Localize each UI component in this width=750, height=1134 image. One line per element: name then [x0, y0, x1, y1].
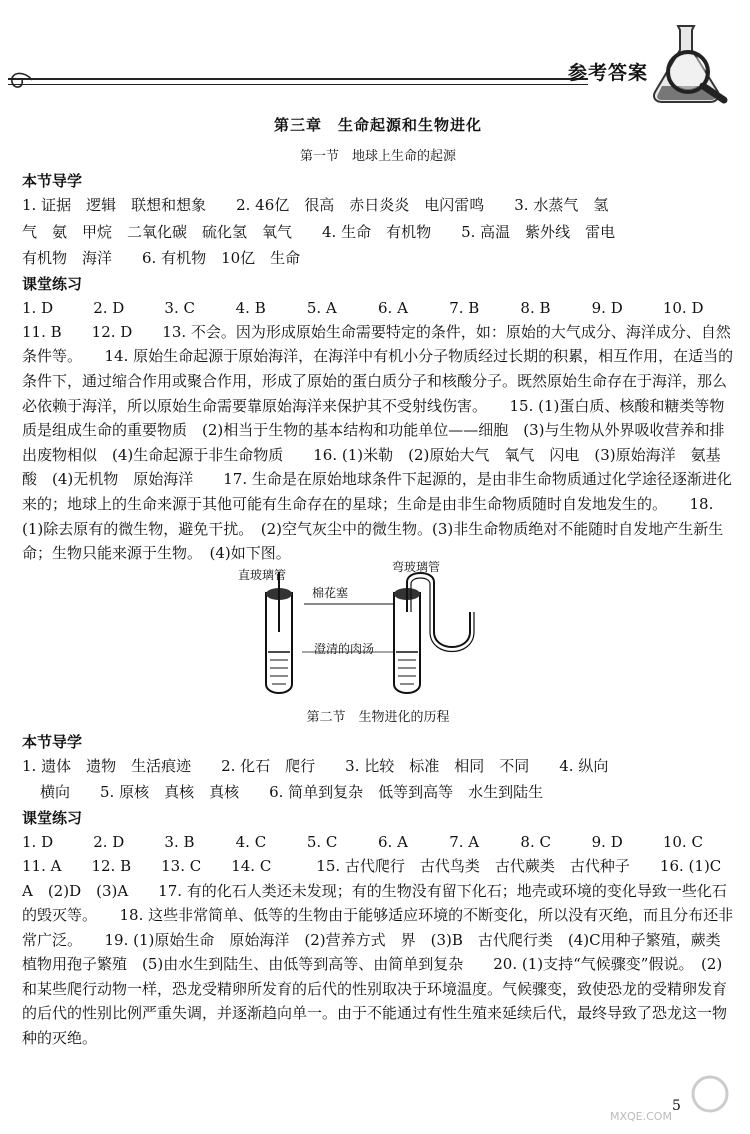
choice-answer: 9. D — [591, 298, 623, 317]
choice-answer: 10. D — [662, 298, 704, 317]
flask-apparatus-icon — [22, 572, 734, 702]
header-rule — [8, 78, 588, 85]
choice-answer: 7. A — [449, 832, 480, 851]
guide-line: 横向 5. 原核 真核 真核 6. 简单到复杂 低等到高等 水生到陆生 — [40, 783, 544, 802]
watermark-badge-icon — [680, 1074, 740, 1114]
choice-answer: 2. D — [93, 298, 125, 317]
choice-answer: 4. C — [235, 832, 267, 851]
guide-line: 气 氨 甲烷 二氧化碳 硫化氢 氧气 4. 生命 有机物 5. 高温 紫外线 雷电 — [22, 222, 616, 241]
chapter-title: 第三章 生命起源和生物进化 — [273, 116, 482, 134]
choice-answer: 9. D — [591, 832, 623, 851]
choice-answer: 1. D — [22, 832, 54, 851]
choice-answer: 7. B — [449, 298, 480, 317]
pasteur-experiment-figure — [22, 559, 734, 702]
label-clear-broth: 澄清的肉汤 — [314, 641, 375, 656]
answer-content — [22, 110, 737, 1053]
guide-line: 有机物 海洋 6. 有机物 10亿 生命 — [22, 249, 301, 268]
guide-line: 1. 遗体 遗物 生活痕迹 2. 化石 爬行 3. 比较 标准 相同 不同 4. 纵向 — [22, 756, 609, 775]
answer-paragraph-1: 11. B 12. D 13. 不会。因为形成原始生命需要特定的条件，如：原始的大气成分、海洋成分、自然条件等。 14. 原始生命起源于原始海洋，在海洋中有机小分子物质经过长期的积累，相互作用，在适当的条件下，通过缩合作用或聚合作用，形成了原始的蛋白质分子和核酸分子。既然原始生命存在于海洋，那么必依赖于海洋，所以原始生命需要靠原始海洋来保护其不受射线伤害。 15. (1)蛋白质、核酸和糖类等物质是组成生命的重要物质 (2)相当于生物的基本结构和功能单位——细胞 (3)与生物从外界吸收营养和排出废物相似 (4)生命起源于非生命物质 16. (1)米勒 (2)原始大气 氧气 闪电 (3)原始海洋 氨基酸 (4)无机物 原始海洋 17. 生命是在原始地球条件下起源的，是由非生命物质通过化学途径逐渐进化来的；地球上的生命来源于其他可能有生命存在的星球；生命是由非生命物质随时自发地发生的。 18. (1)除去原有的微生物，避免干扰。 (2)空气灰尘中的微生物。(3)非生命物质绝对不能随时自发地产生新生命；生物只能来源于生物。 (4)如下图。 — [22, 322, 734, 563]
choice-answer: 5. C — [306, 832, 338, 851]
answer-paragraph-2: 11. A 12. B 13. C 14. C 15. 古代爬行 古代鸟类 古代蕨类 古代种子 16. (1)C A (2)D (3)A 17. 有的化石人类还未发现；有的生物没有留下化石；地壳或环境的变化导致一些化石的毁灭等。 18. 这些非常简单、低等的生物由于能够适应环境的不断变化，所以没有灭绝，而且分布还非常广泛。 19. (1)原始生命 原始海洋 (2)营养方式 界 (3)B 古代爬行类 (4)C用种子繁殖，蕨类植物用孢子繁殖 (5)由水生到陆生、由低等到高等、由简单到复杂 20. (1)支持“气候骤变”假说。 (2)和某些爬行动物一样，恐龙受精卵所发育的后代的性别取决于环境温度。气候骤变，致使恐龙的受精卵发育的后代的性别比例严重失调，并逐渐趋向单一。由于不能通过有性生殖来延续后代，最终导致了恐龙这一物种的灭绝。 — [22, 856, 737, 1048]
label-straight-tube: 直玻璃管 — [238, 567, 287, 582]
section-title-2: 第二节 生物进化的历程 — [306, 709, 450, 725]
header-title: 参考答案 — [568, 62, 649, 84]
choice-answer: 4. B — [235, 298, 266, 317]
choice-answer: 8. B — [520, 298, 551, 317]
choice-answer: 8. C — [520, 832, 551, 851]
choice-answer: 3. C — [164, 298, 195, 317]
choice-answer: 2. D — [93, 832, 125, 851]
choice-answer: 3. B — [164, 832, 195, 851]
watermark-logo — [608, 1070, 748, 1130]
watermark-text: MXQE.COM — [610, 1110, 672, 1123]
label-cotton-plug: 棉花塞 — [312, 585, 349, 600]
choice-answer: 5. A — [306, 298, 337, 317]
section-title-1: 第一节 地球上生命的起源 — [299, 149, 456, 164]
guide-heading-2: 本节导学 — [22, 732, 83, 751]
choice-answers-row-1 — [22, 296, 734, 320]
page-header — [0, 0, 750, 110]
guide-line: 1. 证据 逻辑 联想和想象 2. 46亿 很高 赤日炎炎 电闪雷鸣 3. 水蒸气 氢 — [22, 196, 609, 214]
flask-magnifier-icon — [640, 20, 740, 105]
choice-answer: 6. A — [378, 298, 408, 317]
choice-answer: 6. A — [378, 832, 408, 851]
choice-answer: 10. C — [662, 832, 703, 851]
choice-answer: 1. D — [22, 298, 54, 317]
guide-heading-1: 本节导学 — [22, 172, 83, 190]
practice-heading-2: 课堂练习 — [22, 808, 83, 827]
page-number: 5 — [672, 1098, 681, 1114]
label-bent-tube: 弯玻璃管 — [392, 559, 441, 574]
choice-answers-row-2 — [22, 830, 734, 854]
practice-heading-1: 课堂练习 — [22, 274, 83, 293]
